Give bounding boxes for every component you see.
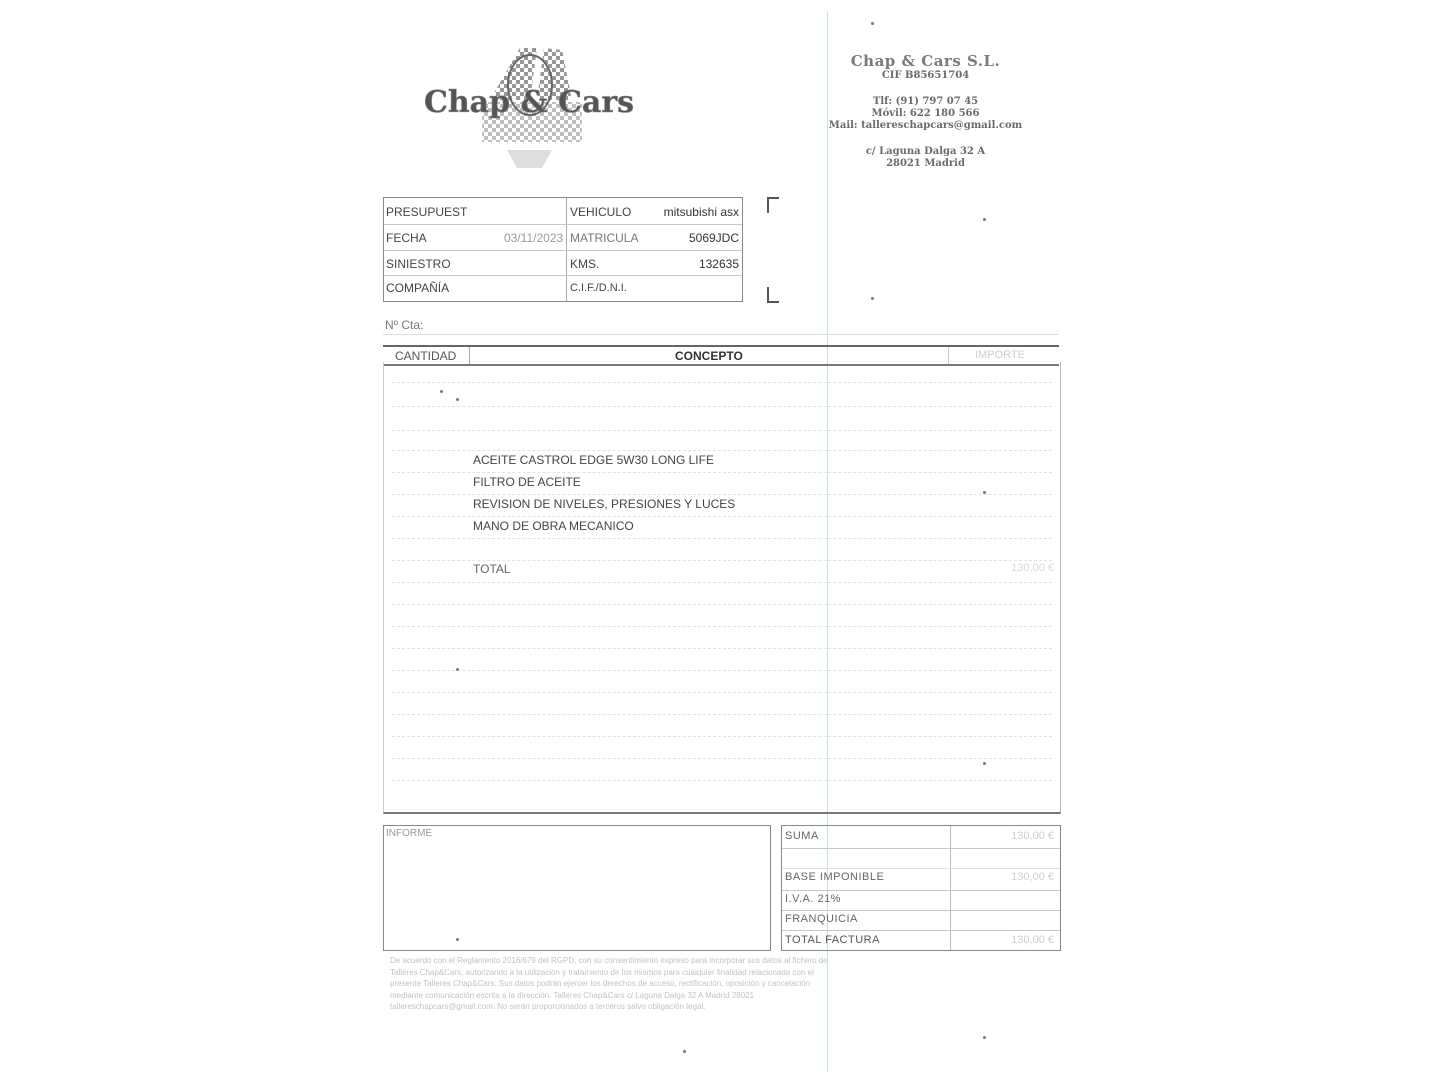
matricula-label: MATRICULA	[570, 231, 639, 245]
company-address-city: 28021 Madrid	[886, 158, 965, 169]
company-name: Chap & Cars S.L.	[850, 52, 1001, 70]
kms-label: KMS.	[570, 257, 600, 271]
scan-speck	[983, 1036, 986, 1039]
corner-mark-top	[767, 197, 779, 213]
total-value: 130,00 €	[1011, 562, 1054, 574]
concept-item-2: FILTRO DE ACEITE	[473, 475, 581, 489]
informe-label: INFORME	[386, 828, 433, 839]
suma-label: SUMA	[785, 830, 819, 842]
base-imponible-value: 130,00 €	[1011, 871, 1054, 883]
fecha-value: 03/11/2023	[504, 231, 564, 245]
company-address-street: c/ Laguna Dalga 32 A	[865, 146, 986, 157]
scan-speck	[871, 22, 874, 25]
cantidad-header: CANTIDAD	[395, 349, 457, 363]
privacy-line-5: tallereschapcars@gmail.com. No serán proporcionados a terceros salvo obligación legal.	[390, 1002, 706, 1011]
total-label: TOTAL	[473, 562, 511, 576]
cif-label: C.I.F./D.N.I.	[570, 282, 627, 294]
franquicia-label: FRANQUICIA	[785, 913, 858, 925]
account-number-row	[383, 316, 1059, 335]
siniestro-label: SINIESTRO	[386, 257, 451, 271]
company-tel: Tlf: (91) 797 07 45	[872, 96, 979, 107]
privacy-line-4: mediante comunicación escrita a la dirección: Talleres Chap&Cars c/ Laguna Dalga 32 A Madrid 28021	[390, 990, 755, 1000]
iva-label: I.V.A. 21%	[785, 893, 841, 905]
concepto-header: CONCEPTO	[675, 349, 743, 363]
scan-speck	[683, 1050, 686, 1053]
fecha-label: FECHA	[386, 231, 427, 245]
base-imponible-label: BASE IMPONIBLE	[785, 871, 885, 883]
logo-text: Chap & Cars	[423, 85, 635, 120]
concept-item-1: ACEITE CASTROL EDGE 5W30 LONG LIFE	[473, 453, 714, 467]
concept-item-3: REVISION DE NIVELES, PRESIONES Y LUCES	[473, 497, 736, 511]
company-logo	[412, 40, 647, 170]
concept-table-body	[383, 362, 1061, 814]
presupuesto-label: PRESUPUEST	[386, 205, 468, 219]
company-cif: CIF B85651704	[881, 70, 970, 81]
ncta-label: Nº Cta:	[385, 318, 424, 332]
total-factura-label: TOTAL FACTURA	[785, 934, 880, 946]
company-mail: Mail: tallereschapcars@gmail.com	[828, 120, 1023, 131]
privacy-line-3: presente Talleres Chap&Cars. Sus datos podrán ejercer los derechos de acceso, rectificación, oposición y cancelación	[390, 979, 811, 988]
total-factura-value: 130,00 €	[1011, 934, 1054, 946]
scan-speck	[983, 762, 986, 765]
company-movil: Móvil: 622 180 566	[871, 108, 980, 119]
privacy-notice	[390, 955, 1010, 1013]
privacy-line-1: De acuerdo con el Reglamento 2016/679 del RGPD, con su consentimiento expreso para incorporar sus datos al fichero de	[390, 956, 828, 965]
informe-box	[383, 825, 771, 951]
scan-speck	[983, 218, 986, 221]
matricula-value: 5069JDC	[688, 231, 739, 245]
concept-item-4: MANO DE OBRA MECANICO	[473, 519, 634, 533]
vehiculo-value: mitsubishi asx	[663, 205, 739, 219]
vehicle-info-grid	[383, 197, 743, 302]
suma-value: 130,00 €	[1011, 830, 1054, 842]
importe-header: IMPORTE	[975, 349, 1025, 361]
vehiculo-label: VEHICULO	[570, 205, 632, 219]
corner-mark-bottom	[767, 287, 779, 303]
privacy-line-2: Talleres Chap&Cars, autorizando a la utilización y tratamiento de los mismos para cualquier finalidad relacionada con el	[390, 967, 814, 977]
company-header	[828, 52, 1023, 170]
kms-value: 132635	[698, 257, 739, 271]
scan-speck	[871, 297, 874, 300]
totals-box	[781, 825, 1061, 951]
scan-speck	[983, 491, 986, 494]
compania-label: COMPAÑÍA	[386, 281, 450, 295]
